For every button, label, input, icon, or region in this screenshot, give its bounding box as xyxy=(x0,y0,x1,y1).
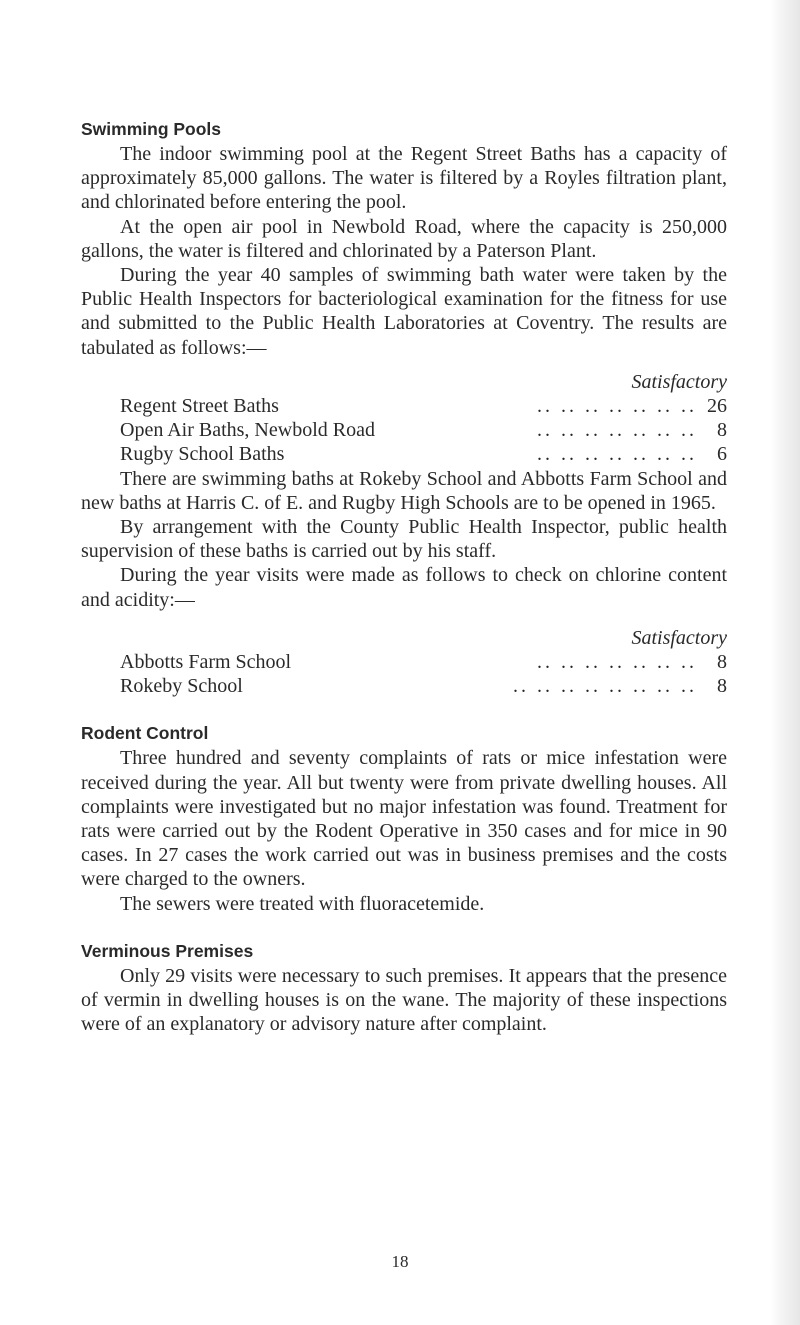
row-value: 6 xyxy=(717,443,727,466)
page-number: 18 xyxy=(391,1252,409,1271)
dot-leader: .. .. .. .. .. .. .. xyxy=(537,651,697,674)
heading-verminous-premises: Verminous Premises xyxy=(81,940,254,961)
paragraph: Three hundred and seventy complaints of rats or mice infestation were received during the year. All but twenty were from private dwelling houses. All complaints were investigated but no major infestation was found. Treatment for rats were carried out by the Rodent Operative in 350 cases and for mice in 90 cases. In 27 cases the work carried out was in business premises and the costs were charged to the owners. xyxy=(81,747,727,891)
table-row xyxy=(81,650,727,674)
row-value: 8 xyxy=(717,651,727,674)
table-row xyxy=(81,418,727,442)
row-label: Rokeby School xyxy=(120,675,243,698)
row-label: Regent Street Baths xyxy=(120,395,279,418)
chlorine-check-table xyxy=(81,626,727,699)
paragraph: The indoor swimming pool at the Regent Street Baths has a capacity of approximately 85,000 gallons. The water is filtered by a Royles filtration plant, and chlorinated before entering the pool. xyxy=(81,143,727,214)
swimming-results-table xyxy=(81,370,727,467)
table-row xyxy=(81,674,727,698)
page-content xyxy=(81,116,727,1037)
table-row xyxy=(81,442,727,466)
table-header-satisfactory: Satisfactory xyxy=(631,626,727,649)
row-label: Abbotts Farm School xyxy=(120,651,292,674)
row-value: 8 xyxy=(717,675,727,698)
paragraph: By arrangement with the County Public Health Inspector, public health supervision of these baths is carried out by his staff. xyxy=(81,516,727,563)
paragraph: During the year visits were made as follows to check on chlorine content and acidity:— xyxy=(81,564,727,611)
dot-leader: .. .. .. .. .. .. .. xyxy=(537,419,697,442)
paragraph: Only 29 visits were necessary to such premises. It appears that the presence of vermin in dwelling houses is on the wane. The majority of these inspections were of an explanatory or advisory nature after complaint. xyxy=(81,964,727,1036)
table-row xyxy=(81,394,727,418)
dot-leader: .. .. .. .. .. .. .. xyxy=(537,395,697,418)
table-header-satisfactory: Satisfactory xyxy=(631,370,727,393)
heading-swimming-pools: Swimming Pools xyxy=(81,119,222,139)
row-value: 26 xyxy=(707,395,727,418)
row-value: 8 xyxy=(717,419,727,442)
dot-leader: .. .. .. .. .. .. .. .. xyxy=(513,675,697,698)
paragraph: There are swimming baths at Rokeby School and Abbotts Farm School and new baths at Harris C. of E. and Rugby High Schools are to be opened in 1965. xyxy=(81,467,727,514)
paragraph: At the open air pool in Newbold Road, where the capacity is 250,000 gallons, the water is filtered and chlorinated by a Paterson Plant. xyxy=(81,215,727,262)
row-label: Open Air Baths, Newbold Road xyxy=(120,419,375,442)
heading-rodent-control: Rodent Control xyxy=(81,723,209,744)
paragraph: During the year 40 samples of swimming bath water were taken by the Public Health Inspectors for bacteriological examination for the fitness for use and submitted to the Public Health Laboratories at Coventry. The results are tabulated as follows:— xyxy=(81,264,727,359)
dot-leader: .. .. .. .. .. .. .. xyxy=(537,443,697,466)
paragraph: The sewers were treated with fluoracetemide. xyxy=(120,892,485,915)
row-label: Rugby School Baths xyxy=(120,443,285,466)
